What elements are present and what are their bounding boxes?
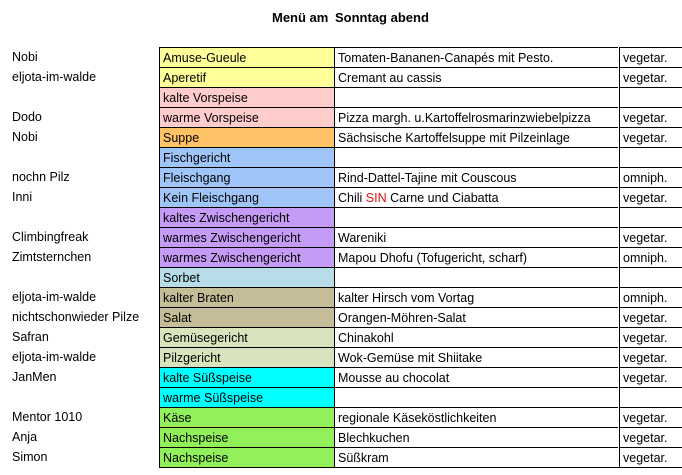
contributor-cell[interactable]: Zimtsternchen	[12, 250, 92, 264]
dish-cell[interactable]: Mousse au chocolat	[334, 367, 618, 387]
course-cell[interactable]: warme Süßspeise	[159, 387, 334, 407]
dish-cell[interactable]: Cremant au cassis	[334, 67, 618, 87]
highlighted-text: SIN	[365, 191, 387, 205]
diet-tag-cell[interactable]: vegetar.	[619, 347, 682, 367]
table-row	[0, 67, 682, 87]
table-row	[0, 327, 682, 347]
diet-tag-cell[interactable]: vegetar.	[619, 427, 682, 447]
diet-tag-cell[interactable]: omniph.	[619, 287, 682, 307]
table-row	[0, 287, 682, 307]
course-cell[interactable]: kalte Süßspeise	[159, 367, 334, 387]
course-cell[interactable]: Kein Fleischgang	[159, 187, 334, 207]
diet-tag-cell[interactable]	[619, 147, 682, 167]
contributor-cell[interactable]	[12, 267, 158, 287]
course-cell[interactable]: Fischgericht	[159, 147, 334, 167]
table-row	[0, 427, 682, 447]
diet-tag-cell[interactable]: vegetar.	[619, 107, 682, 127]
title-right-cell[interactable]: Sonntag abend	[335, 10, 429, 25]
contributor-cell[interactable]: eljota-im-walde	[12, 290, 97, 304]
table-bottom-border	[159, 467, 682, 468]
course-cell[interactable]: Käse	[159, 407, 334, 427]
dish-text: Carne und Ciabatta	[386, 191, 499, 205]
dish-cell[interactable]: Rind-Dattel-Tajine mit Couscous	[334, 167, 618, 187]
table-row	[0, 247, 682, 267]
contributor-cell[interactable]: JanMen	[12, 370, 57, 384]
dish-cell[interactable]: Sächsische Kartoffelsuppe mit Pilzeinlage	[334, 127, 618, 147]
dish-cell[interactable]: regionale Käseköstlichkeiten	[334, 407, 618, 427]
diet-tag-cell[interactable]	[619, 207, 682, 227]
course-cell[interactable]: Gemüsegericht	[159, 327, 334, 347]
dish-cell[interactable]	[334, 87, 618, 107]
course-cell[interactable]: Nachspeise	[159, 427, 334, 447]
dish-cell[interactable]: Chinakohl	[334, 327, 618, 347]
dish-cell[interactable]	[334, 187, 618, 207]
contributor-cell[interactable]	[12, 87, 158, 107]
diet-tag-cell[interactable]	[619, 387, 682, 407]
dish-text: Chili	[338, 191, 366, 205]
table-row	[0, 167, 682, 187]
course-cell[interactable]: Suppe	[159, 127, 334, 147]
table-row	[0, 307, 682, 327]
contributor-cell[interactable]: Mentor 1010	[12, 410, 83, 424]
title-left-cell[interactable]: Menü am	[272, 10, 329, 25]
course-cell[interactable]: warme Vorspeise	[159, 107, 334, 127]
contributor-cell[interactable]: Nobi	[12, 130, 38, 144]
table-row	[0, 147, 682, 167]
diet-tag-cell[interactable]: omniph.	[619, 247, 682, 267]
table-row	[0, 47, 682, 67]
dish-cell[interactable]: Orangen-Möhren-Salat	[334, 307, 618, 327]
dish-cell[interactable]: Mapou Dhofu (Tofugericht, scharf)	[334, 247, 618, 267]
course-cell[interactable]: warmes Zwischengericht	[159, 227, 334, 247]
diet-tag-cell[interactable]: vegetar.	[619, 187, 682, 207]
table-row	[0, 407, 682, 427]
table-row	[0, 107, 682, 127]
contributor-cell[interactable]	[12, 387, 158, 407]
table-row	[0, 127, 682, 147]
diet-tag-cell[interactable]	[619, 267, 682, 287]
course-cell[interactable]: warmes Zwischengericht	[159, 247, 334, 267]
course-cell[interactable]: Sorbet	[159, 267, 334, 287]
dish-cell[interactable]: Wareniki	[334, 227, 618, 247]
course-cell[interactable]: Amuse-Gueule	[159, 47, 334, 67]
course-cell[interactable]: kalter Braten	[159, 287, 334, 307]
course-cell[interactable]: Pilzgericht	[159, 347, 334, 367]
contributor-cell[interactable]: nichtschonwieder Pilze	[12, 310, 140, 324]
diet-tag-cell[interactable]	[619, 87, 682, 107]
contributor-cell[interactable]: eljota-im-walde	[12, 350, 97, 364]
course-cell[interactable]: Aperetif	[159, 67, 334, 87]
dish-cell[interactable]: Blechkuchen	[334, 427, 618, 447]
dish-cell[interactable]: Süßkram	[334, 447, 618, 467]
contributor-cell[interactable]	[12, 207, 158, 227]
course-cell[interactable]: Nachspeise	[159, 447, 334, 467]
diet-tag-cell[interactable]: vegetar.	[619, 327, 682, 347]
diet-tag-cell[interactable]: vegetar.	[619, 227, 682, 247]
table-row	[0, 227, 682, 247]
table-row	[0, 187, 682, 207]
diet-tag-cell[interactable]: vegetar.	[619, 447, 682, 467]
diet-tag-cell[interactable]: vegetar.	[619, 67, 682, 87]
contributor-cell[interactable]: Climbingfreak	[12, 230, 89, 244]
diet-tag-cell[interactable]: vegetar.	[619, 47, 682, 67]
dish-cell[interactable]: Pizza margh. u.Kartoffelrosmarinzwiebelpizza	[334, 107, 618, 127]
dish-cell[interactable]	[334, 207, 618, 227]
table-row	[0, 267, 682, 287]
table-row	[0, 447, 682, 467]
diet-tag-cell[interactable]: omniph.	[619, 167, 682, 187]
contributor-cell[interactable]: Anja	[12, 430, 38, 444]
menu-table	[0, 47, 682, 467]
contributor-cell[interactable]: nochn Pilz	[12, 170, 70, 184]
course-cell[interactable]: Salat	[159, 307, 334, 327]
table-row	[0, 387, 682, 407]
course-cell[interactable]: kalte Vorspeise	[159, 87, 334, 107]
contributor-cell[interactable]: Inni	[12, 190, 33, 204]
dish-cell[interactable]: kalter Hirsch vom Vortag	[334, 287, 618, 307]
diet-tag-cell[interactable]: vegetar.	[619, 367, 682, 387]
table-row	[0, 367, 682, 387]
contributor-cell[interactable]: Nobi	[12, 50, 38, 64]
diet-tag-cell[interactable]: vegetar.	[619, 307, 682, 327]
dish-cell[interactable]: Wok-Gemüse mit Shiitake	[334, 347, 618, 367]
dish-cell[interactable]	[334, 147, 618, 167]
table-row	[0, 87, 682, 107]
table-row	[0, 347, 682, 367]
contributor-cell[interactable]: eljota-im-walde	[12, 70, 97, 84]
contributor-cell[interactable]: Dodo	[12, 110, 42, 124]
diet-tag-cell[interactable]: vegetar.	[619, 407, 682, 427]
course-cell[interactable]: kaltes Zwischengericht	[159, 207, 334, 227]
diet-tag-cell[interactable]: vegetar.	[619, 127, 682, 147]
contributor-cell[interactable]	[12, 147, 158, 167]
dish-cell[interactable]	[334, 387, 618, 407]
table-row	[0, 207, 682, 227]
contributor-cell[interactable]: Simon	[12, 450, 48, 464]
dish-cell[interactable]	[334, 267, 618, 287]
title-row	[0, 0, 682, 38]
course-cell[interactable]: Fleischgang	[159, 167, 334, 187]
contributor-cell[interactable]: Safran	[12, 330, 49, 344]
dish-cell[interactable]: Tomaten-Bananen-Canapés mit Pesto.	[334, 47, 618, 67]
